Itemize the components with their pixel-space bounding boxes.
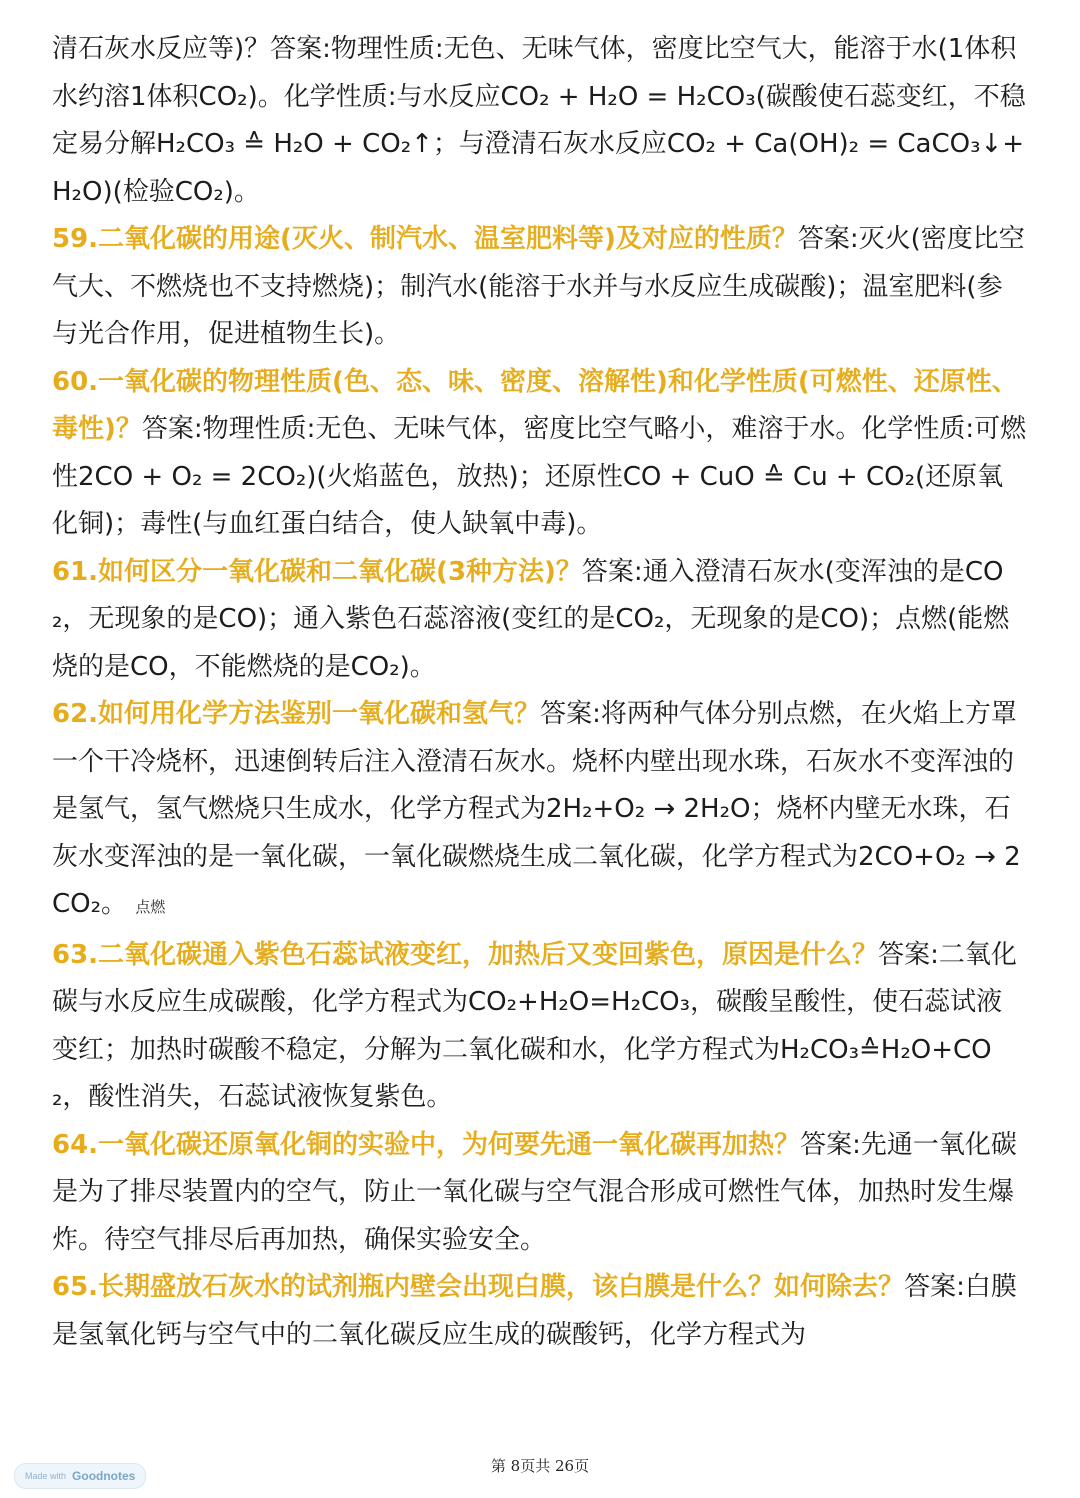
qa-item-59 xyxy=(52,216,1028,359)
goodnotes-logo: Goodnotes xyxy=(72,1469,136,1483)
answer-text: 答案:白膜是氢氧化钙与空气中的二氧化碳反应生成的碳酸钙，化学方程式为 xyxy=(52,1272,1017,1350)
question-text: 60.一氧化碳的物理性质(色、态、味、密度、溶解性)和化学性质(可燃性、还原性、毒性)？ xyxy=(52,366,1018,444)
document-page xyxy=(52,26,1028,1446)
answer-text: 答案:二氧化碳与水反应生成碳酸，化学方程式为CO₂+H₂O=H₂CO₃，碳酸呈酸性，使石蕊试液变红；加热时碳酸不稳定，分解为二氧化碳和水，化学方程式为H₂CO₃≙H₂O+CO₂，酸性消失，石蕊试液恢复紫色。 xyxy=(52,939,1017,1112)
answer-text: 清石灰水反应等)？答案:物理性质:无色、无味气体，密度比空气大，能溶于水(1体积水约溶1体积CO₂)。化学性质:与水反应CO₂ + H₂O = H₂CO₃(碳酸使石蕊变红，不稳定易分解H₂CO₃ ≙ H₂O + CO₂↑；与澄清石灰水反应CO₂ + Ca(OH)₂ = CaCO₃↓+ H₂O)(检验CO₂)。 xyxy=(52,34,1026,207)
answer-text: 答案:将两种气体分别点燃，在火焰上方罩一个干冷烧杯，迅速倒转后注入澄清石灰水。烧杯内壁出现水珠，石灰水不变浑浊的是氢气，氢气燃烧只生成水，化学方程式为2H₂+O₂ → 2H₂O；烧杯内壁无水珠，石灰水变浑浊的是一氧化碳，一氧化碳燃烧生成二氧化碳，化学方程式为2CO+O₂ → 2CO₂。 xyxy=(52,699,1021,919)
qa-item-61 xyxy=(52,549,1028,692)
qa-item-63 xyxy=(52,932,1028,1122)
made-with-label: Made with xyxy=(25,1471,67,1481)
qa-item-60 xyxy=(52,359,1028,549)
answer-text: 答案:通入澄清石灰水(变浑浊的是CO₂，无现象的是CO)；通入紫色石蕊溶液(变红的是CO₂，无现象的是CO)；点燃(能燃烧的是CO，不能燃烧的是CO₂)。 xyxy=(52,556,1010,682)
page-footer: 第 8页共 26页 xyxy=(490,1457,590,1475)
qa-item-62 xyxy=(52,691,1028,932)
qa-item-65 xyxy=(52,1264,1028,1359)
question-text: 59.二氧化碳的用途(灭火、制汽水、温室肥料等)及对应的性质？ xyxy=(52,224,798,254)
qa-item-64 xyxy=(52,1122,1028,1265)
question-text: 65.长期盛放石灰水的试剂瓶内壁会出现白膜，该白膜是什么？如何除去？ xyxy=(52,1272,905,1302)
answer-text: 答案:物理性质:无色、无味气体，密度比空气略小，难溶于水。化学性质:可燃性2CO + O₂ = 2CO₂)(火焰蓝色，放热)；还原性CO + CuO ≙ Cu + CO₂(还原氧化铜)；毒性(与血红蛋白结合，使人缺氧中毒)。 xyxy=(52,414,1027,539)
question-text: 62.如何用化学方法鉴别一氧化碳和氢气？ xyxy=(52,699,541,729)
answer-text: 答案:先通一氧化碳是为了排尽装置内的空气，防止一氧化碳与空气混合形成可燃性气体，加热时发生爆炸。待空气排尽后再加热，确保实验安全。 xyxy=(52,1129,1017,1255)
question-text: 63.二氧化碳通入紫色石蕊试液变红，加热后又变回紫色，原因是什么？ xyxy=(52,939,879,970)
question-text: 64.一氧化碳还原氧化铜的实验中，为何要先通一氧化碳再加热？ xyxy=(52,1129,801,1160)
reaction-condition-label: 点燃 xyxy=(135,898,166,916)
qa-item-58 xyxy=(52,26,1028,216)
question-text: 61.如何区分一氧化碳和二氧化碳(3种方法)？ xyxy=(52,556,582,587)
answer-text: 答案:灭火(密度比空气大、不燃烧也不支持燃烧)；制汽水(能溶于水并与水反应生成碳酸)；温室肥料(参与光合作用，促进植物生长)。 xyxy=(52,224,1025,349)
